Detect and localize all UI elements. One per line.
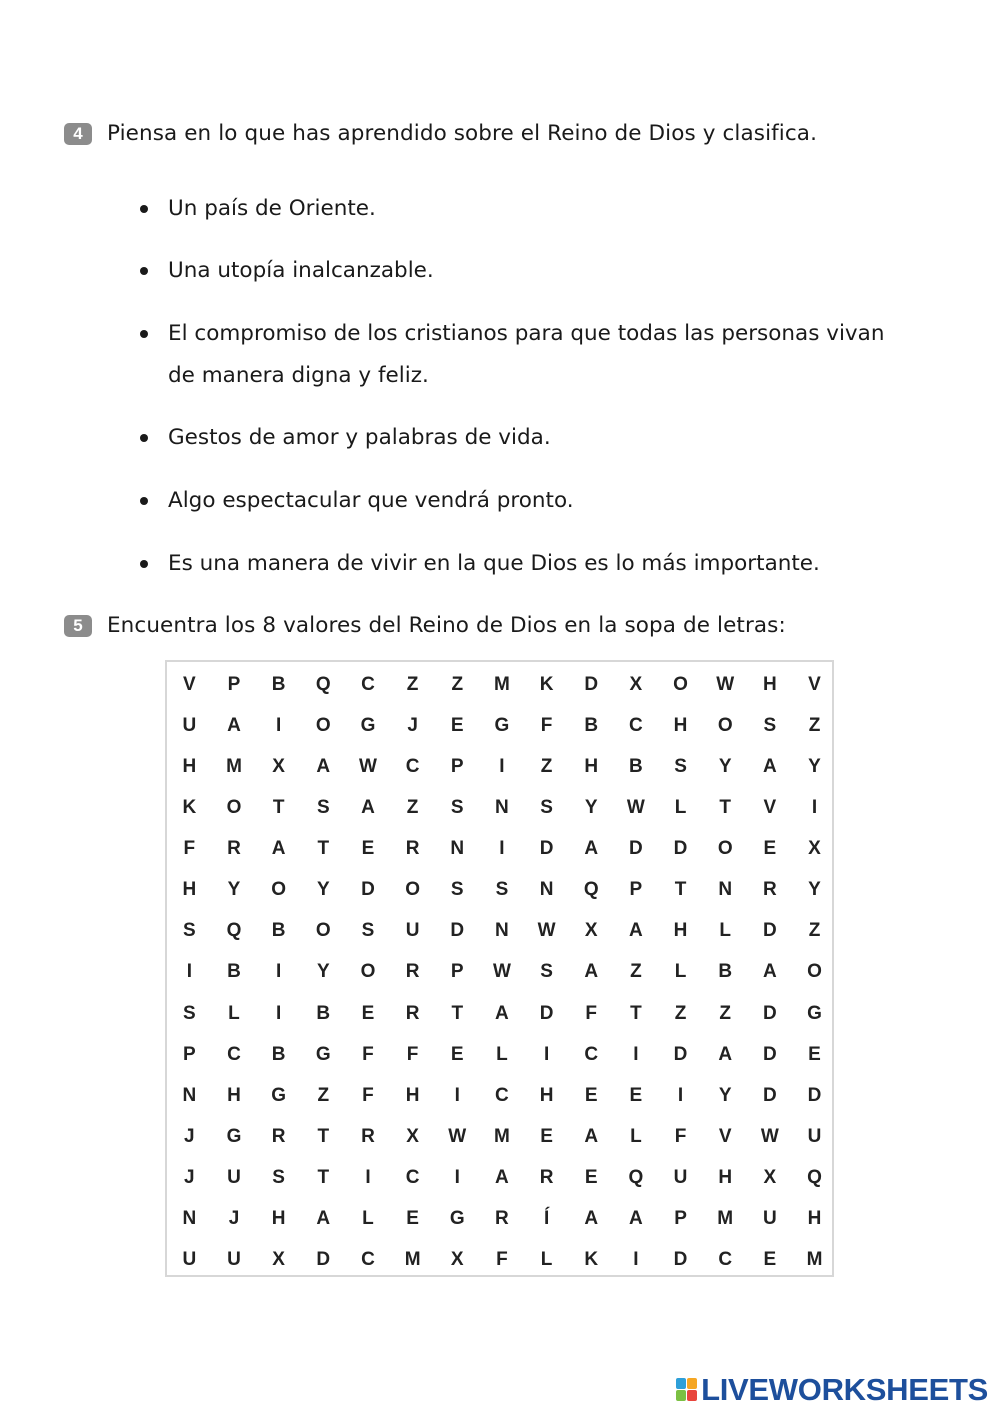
letter-cell[interactable]: I [365,1167,371,1189]
letter-cell[interactable]: D [584,673,599,695]
letter-cell[interactable]: A [718,1043,733,1065]
letter-cell[interactable]: B [271,1043,286,1065]
letter-cell[interactable]: Y [808,879,821,901]
letter-cell[interactable]: D [673,1249,688,1271]
letter-cell[interactable]: K [539,673,554,695]
letter-cell[interactable]: O [673,673,688,695]
letter-cell[interactable]: D [762,920,777,942]
letter-cell[interactable]: S [540,796,553,818]
letter-cell[interactable]: W [716,673,735,695]
letter-cell[interactable]: V [718,1125,732,1147]
letter-cell[interactable]: I [811,796,818,818]
letter-cell[interactable]: L [228,1002,240,1024]
letter-cell[interactable]: F [362,1043,374,1065]
letter-cell[interactable]: H [539,1084,554,1106]
letter-cell[interactable]: A [316,755,331,777]
letter-cell[interactable]: T [317,1125,330,1147]
letter-cell[interactable]: C [405,755,420,777]
letter-cell[interactable]: X [406,1125,419,1147]
letter-cell[interactable]: I [543,1043,550,1065]
letter-cell[interactable]: U [405,920,420,942]
letter-cell[interactable]: D [762,1084,777,1106]
liveworksheets-logo-text: LIVEWORKSHEETS [701,1372,988,1407]
letter-cell[interactable]: S [540,961,553,983]
letter-cell[interactable]: P [674,1208,687,1230]
bullet-icon [140,330,148,338]
letter-cell[interactable]: H [673,714,688,736]
letter-cell[interactable]: X [272,1249,285,1271]
bullet-icon [140,434,148,442]
word-search-grid [165,660,834,1277]
letter-cell[interactable]: O [717,714,733,736]
letter-cell[interactable]: N [539,879,554,901]
letter-cell[interactable]: F [674,1125,687,1147]
letter-cell[interactable]: I [276,961,282,983]
letter-cell[interactable]: A [271,838,286,860]
statement-text: Una utopía inalcanzable. [168,258,434,283]
letter-cell[interactable]: T [630,1002,642,1024]
letter-cell[interactable]: N [718,879,733,901]
letter-cell[interactable]: T [272,796,285,818]
letter-cell[interactable]: W [448,1125,467,1147]
letter-cell[interactable]: N [182,1084,197,1106]
letter-cell[interactable]: Y [584,796,598,818]
letter-cell[interactable]: B [227,961,241,983]
letter-cell[interactable]: G [360,714,376,736]
letter-cell[interactable]: R [405,961,420,983]
letter-cell[interactable]: R [227,838,241,860]
letter-cell[interactable]: D [762,1002,777,1024]
letter-cell[interactable]: H [673,920,688,942]
letter-cell[interactable]: O [226,796,242,818]
letter-cell[interactable]: B [271,673,286,695]
letter-cell[interactable]: H [762,673,777,695]
letter-cell[interactable]: Q [807,1167,822,1189]
letter-cell[interactable]: I [633,1043,639,1065]
letter-cell[interactable]: O [315,714,331,736]
letter-cell[interactable]: W [760,1125,779,1147]
letter-cell[interactable]: F [406,1043,419,1065]
question-4-heading [64,121,817,146]
letter-cell[interactable]: H [584,755,599,777]
letter-cell[interactable]: W [492,961,511,983]
letter-cell[interactable]: A [361,796,375,818]
statement-item [138,250,888,292]
letter-cell[interactable]: C [629,714,643,736]
letter-cell[interactable]: M [717,1208,734,1230]
letter-cell[interactable]: Z [630,961,642,983]
letter-cell[interactable]: O [315,920,331,942]
letter-cell[interactable]: J [228,1208,240,1230]
letter-cell[interactable]: U [807,1125,822,1147]
question-number-badge: 5 [64,615,92,637]
letter-cell[interactable]: D [539,838,554,860]
letter-cell[interactable]: K [584,1249,599,1271]
letter-cell[interactable]: N [182,1208,197,1230]
letter-cell[interactable]: C [361,1249,375,1271]
letter-cell[interactable]: Y [718,1084,732,1106]
letter-cell[interactable]: S [361,920,375,942]
letter-cell[interactable]: Z [719,1002,731,1024]
letter-cell[interactable]: Q [315,673,331,695]
letter-cell[interactable]: Z [406,673,419,695]
letter-cell[interactable]: M [226,755,242,777]
letter-cell[interactable]: F [183,838,196,860]
letter-cell[interactable]: O [271,879,287,901]
letter-cell[interactable]: U [762,1208,777,1230]
letter-cell[interactable]: E [584,1167,598,1189]
letter-cell[interactable]: F [585,1002,598,1024]
letter-cell[interactable]: Y [316,879,330,901]
letter-cell[interactable]: N [495,920,509,942]
letter-cell[interactable]: Z [808,714,821,736]
letter-cell[interactable]: H [182,879,197,901]
letter-cell[interactable]: A [762,961,777,983]
letter-cell[interactable]: F [540,714,553,736]
letter-cell[interactable]: Q [628,1167,644,1189]
letter-cell[interactable]: R [405,838,420,860]
letter-cell[interactable]: Í [543,1208,550,1230]
statement-text: El compromiso de los cristianos para que todas las personas vivan de manera digna y feliz. [168,321,885,388]
letter-cell[interactable]: B [271,920,286,942]
letter-cell[interactable]: V [182,673,196,695]
letter-cell[interactable]: W [626,796,645,818]
letter-cell[interactable]: F [496,1249,508,1271]
letter-cell[interactable]: K [182,796,197,818]
letter-cell[interactable]: O [360,961,376,983]
letter-cell[interactable]: Q [583,879,599,901]
letter-cell[interactable]: S [450,879,464,901]
letter-cell[interactable]: S [182,1002,196,1024]
letter-cell[interactable]: G [226,1125,242,1147]
letter-cell[interactable]: A [584,961,599,983]
letter-cell[interactable]: X [450,1249,464,1271]
letter-cell[interactable]: E [450,714,464,736]
statement-text: Gestos de amor y palabras de vida. [168,425,551,450]
letter-cell[interactable]: E [763,838,777,860]
letter-cell[interactable]: X [629,673,643,695]
letter-cell[interactable]: X [808,838,821,860]
letter-cell[interactable]: G [449,1208,465,1230]
letter-cell[interactable]: J [184,1167,195,1189]
letter-cell[interactable]: P [629,879,643,901]
letter-cell[interactable]: A [584,1208,599,1230]
letter-cell[interactable]: B [718,961,733,983]
statement-text: Algo espectacular que vendrá pronto. [168,488,574,513]
letter-cell[interactable]: B [584,714,599,736]
letter-cell[interactable]: J [184,1125,195,1147]
letter-cell[interactable]: I [276,714,282,736]
question-4-prompt: Piensa en lo que has aprendido sobre el Reino de Dios y clasifica. [107,121,818,146]
letter-cell[interactable]: X [272,755,285,777]
letter-cell[interactable]: H [718,1167,733,1189]
letter-cell[interactable]: D [316,1249,331,1271]
letter-cell[interactable]: Y [808,755,821,777]
letter-cell[interactable]: I [186,961,192,983]
letter-cell[interactable]: A [584,838,599,860]
letter-cell[interactable]: Z [317,1084,330,1106]
letter-cell[interactable]: L [719,920,731,942]
letter-cell[interactable]: A [629,1208,643,1230]
letter-cell[interactable]: D [762,1043,777,1065]
letter-cell[interactable]: N [495,796,509,818]
word-search-cells [167,662,837,1281]
letter-cell[interactable]: T [674,879,687,901]
letter-cell[interactable]: T [317,1167,330,1189]
statement-item [138,480,888,522]
letter-cell[interactable]: V [763,796,777,818]
letter-cell[interactable]: R [495,1208,509,1230]
letter-cell[interactable]: H [405,1084,420,1106]
statement-text: Un país de Oriente. [168,196,376,221]
letter-cell[interactable]: O [717,838,733,860]
bullet-icon [140,560,148,568]
letter-cell[interactable]: E [361,1002,375,1024]
letter-cell[interactable]: L [674,796,687,818]
letter-cell[interactable]: A [495,1167,509,1189]
letter-cell[interactable]: J [407,714,418,736]
question-5-heading [64,613,786,638]
letter-cell[interactable]: R [539,1167,554,1189]
letter-cell[interactable]: A [629,920,643,942]
letter-cell[interactable]: T [317,838,330,860]
letter-cell[interactable]: L [540,1249,553,1271]
letter-cell[interactable]: I [499,755,505,777]
statement-item [138,543,888,585]
letter-cell[interactable]: A [227,714,241,736]
letter-cell[interactable]: S [495,879,509,901]
letter-cell[interactable]: L [496,1043,508,1065]
letter-cell[interactable]: A [316,1208,331,1230]
letter-cell[interactable]: W [358,755,377,777]
statement-item [138,313,888,397]
letter-cell[interactable]: Y [718,755,732,777]
letter-cell[interactable]: R [762,879,777,901]
letter-cell[interactable]: Z [674,1002,687,1024]
letter-cell[interactable]: H [182,755,197,777]
letter-cell[interactable]: M [494,1125,510,1147]
letter-cell[interactable]: L [630,1125,642,1147]
letter-cell[interactable]: F [362,1084,374,1106]
bullet-icon [140,205,148,213]
letter-cell[interactable]: B [629,755,643,777]
letter-cell[interactable]: C [405,1167,420,1189]
letter-cell[interactable]: Z [540,755,553,777]
letter-cell[interactable]: S [272,1167,285,1189]
letter-cell[interactable]: L [674,961,687,983]
letter-cell[interactable]: T [451,1002,464,1024]
letter-cell[interactable]: I [677,1084,684,1106]
letter-cell[interactable]: D [807,1084,822,1106]
letter-cell[interactable]: E [450,1043,464,1065]
letter-cell[interactable]: D [673,838,688,860]
letter-cell[interactable]: C [227,1043,241,1065]
letter-cell[interactable]: S [450,796,464,818]
letter-cell[interactable]: H [807,1208,822,1230]
letter-cell[interactable]: C [495,1084,509,1106]
letter-cell[interactable]: E [406,1208,419,1230]
letter-cell[interactable]: I [276,1002,282,1024]
bullet-icon [140,497,148,505]
letter-cell[interactable]: N [450,838,465,860]
letter-cell[interactable]: H [227,1084,241,1106]
letter-cell[interactable]: Y [316,961,330,983]
letter-cell[interactable]: G [315,1043,331,1065]
question-5-prompt: Encuentra los 8 valores del Reino de Dios en la sopa de letras: [107,613,786,638]
letter-cell[interactable]: U [673,1167,688,1189]
letter-cell[interactable]: I [454,1167,460,1189]
statement-text: Es una manera de vivir en la que Dios es lo más importante. [168,551,820,576]
liveworksheets-logo [676,1372,988,1408]
letter-cell[interactable]: Q [226,920,242,942]
letter-cell[interactable]: G [807,1002,822,1024]
letter-cell[interactable]: U [182,1249,197,1271]
letter-cell[interactable]: R [361,1125,375,1147]
letter-cell[interactable]: U [227,1249,241,1271]
letter-cell[interactable]: X [584,920,598,942]
letter-cell[interactable]: Y [227,879,241,901]
letter-cell[interactable]: C [718,1249,733,1271]
letter-cell[interactable]: O [405,879,420,901]
letter-cell[interactable]: A [584,1125,599,1147]
letter-cell[interactable]: B [316,1002,331,1024]
letter-cell[interactable]: M [806,1249,823,1271]
letter-cell[interactable]: S [316,796,330,818]
letter-cell[interactable]: S [182,920,196,942]
letter-cell[interactable]: E [361,838,375,860]
letter-cell[interactable]: S [674,755,687,777]
letter-cell[interactable]: I [633,1249,639,1271]
letter-cell[interactable]: U [182,714,197,736]
letter-cell[interactable]: E [584,1084,598,1106]
letter-cell[interactable]: Z [406,796,419,818]
letter-cell[interactable]: Z [808,920,821,942]
letter-cell[interactable]: C [584,1043,599,1065]
letter-cell[interactable]: I [499,838,505,860]
letter-cell[interactable]: M [494,673,510,695]
letter-cell[interactable]: W [537,920,556,942]
letter-cell[interactable]: G [271,1084,287,1106]
letter-cell[interactable]: A [762,755,777,777]
letter-cell[interactable]: V [808,673,821,695]
letter-cell[interactable]: E [763,1249,777,1271]
letter-cell[interactable]: M [404,1249,421,1271]
question-number-badge: 4 [64,123,92,145]
letter-cell[interactable]: P [227,673,241,695]
letter-cell[interactable]: E [540,1125,553,1147]
letter-cell[interactable]: C [361,673,375,695]
letter-cell[interactable]: L [362,1208,374,1230]
letter-cell[interactable]: P [450,961,464,983]
letter-cell[interactable]: D [673,1043,688,1065]
letter-cell[interactable]: H [271,1208,286,1230]
letter-cell[interactable]: O [807,961,822,983]
bullet-icon [140,267,148,275]
letter-cell[interactable]: U [227,1167,241,1189]
letter-cell[interactable]: D [361,879,375,901]
letter-cell[interactable]: P [450,755,464,777]
letter-cell[interactable]: G [494,714,510,736]
liveworksheets-logo-icon [676,1378,698,1402]
letter-cell[interactable]: Z [451,673,464,695]
letter-cell[interactable]: S [763,714,777,736]
letter-cell[interactable]: P [182,1043,196,1065]
statement-item [138,188,888,230]
letter-cell[interactable]: E [629,1084,643,1106]
letter-cell[interactable]: R [271,1125,286,1147]
letter-cell[interactable]: E [808,1043,821,1065]
letter-cell[interactable]: D [450,920,465,942]
statement-item [138,417,888,459]
letter-cell[interactable]: R [405,1002,420,1024]
letter-cell[interactable]: X [763,1167,777,1189]
letter-cell[interactable]: A [495,1002,509,1024]
letter-cell[interactable]: I [454,1084,460,1106]
letter-cell[interactable]: D [629,838,643,860]
letter-cell[interactable]: D [539,1002,554,1024]
letter-cell[interactable]: T [719,796,731,818]
